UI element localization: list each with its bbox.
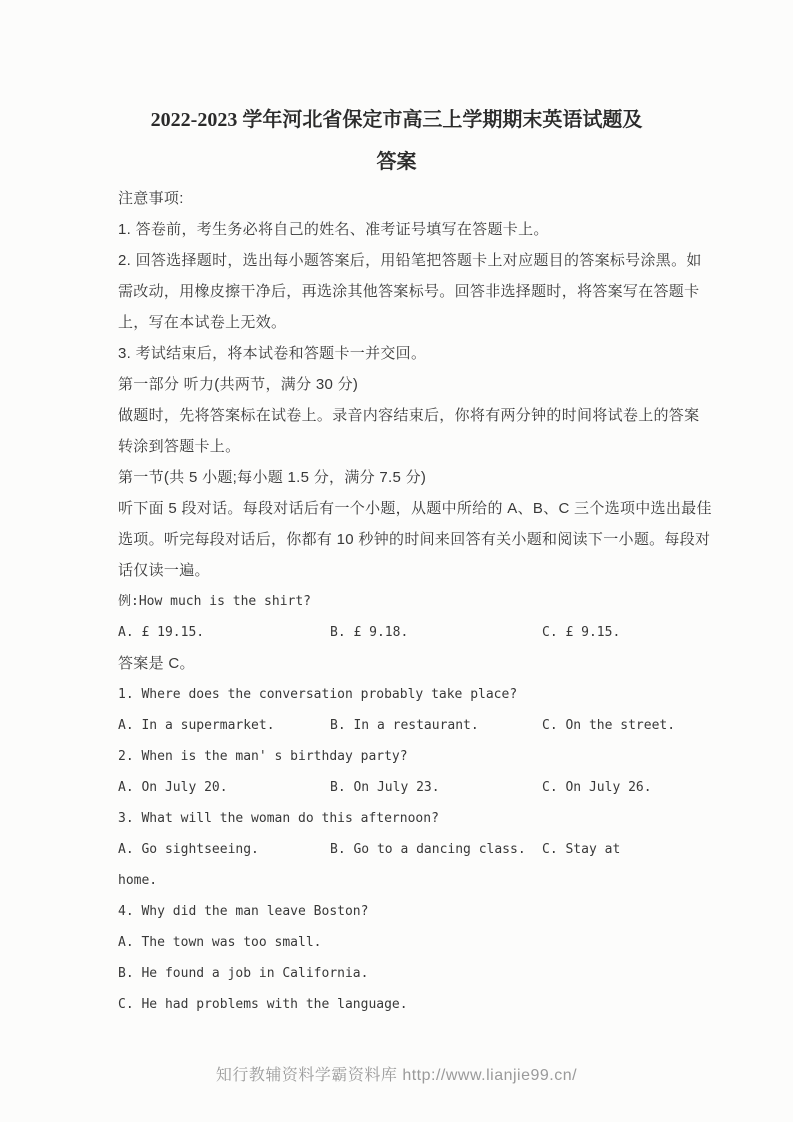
section1-instruction-line2: 选项。听完每段对话后，你都有 10 秒钟的时间来回答有关小题和阅读下一小题。每段对 xyxy=(118,531,711,548)
question-3-option-a: A. Go sightseeing. xyxy=(118,842,259,857)
question-4-option-a: A. The town was too small. xyxy=(118,935,322,950)
question-2-options-row xyxy=(118,772,675,803)
notice-item-2-line1: 2. 回答选择题时，选出每小题答案后，用铅笔把答题卡上对应题目的答案标号涂黑。如 xyxy=(118,252,702,269)
section1-instruction-line3: 话仅读一遍。 xyxy=(118,562,210,579)
question-1-options-row xyxy=(118,710,675,741)
question-3-option-c: C. Stay at xyxy=(542,842,621,857)
page-content xyxy=(118,99,712,1020)
question-3-text: 3. What will the woman do this afternoon? xyxy=(118,811,439,826)
question-1-option-a: A. In a supermarket. xyxy=(118,718,275,733)
question-2-text: 2. When is the man' s birthday party? xyxy=(118,749,408,764)
question-3-option-b: B. Go to a dancing class. xyxy=(330,842,526,857)
question-1-text: 1. Where does the conversation probably take place? xyxy=(118,687,518,702)
question-2-option-c: C. On July 26. xyxy=(542,780,652,795)
question-4-option-b: B. He found a job in California. xyxy=(118,966,369,981)
question-4-text: 4. Why did the man leave Boston? xyxy=(118,904,369,919)
question-3-options-row xyxy=(118,834,675,865)
example-option-c: C. £ 9.15. xyxy=(542,625,621,640)
section1-heading: 第一节(共 5 小题;每小题 1.5 分，满分 7.5 分) xyxy=(118,469,427,486)
page-title-line1: 2022-2023 学年河北省保定市高三上学期期末英语试题及 xyxy=(150,109,643,131)
question-1-option-b: B. In a restaurant. xyxy=(330,718,479,733)
section1-instruction-line1: 听下面 5 段对话。每段对话后有一个小题，从题中所给的 A、B、C 三个选项中选出最佳 xyxy=(118,500,712,517)
notice-heading: 注意事项: xyxy=(118,190,184,207)
example-answer: 答案是 C。 xyxy=(118,655,195,672)
notice-item-2-line3: 上，写在本试卷上无效。 xyxy=(118,314,287,331)
question-2-option-b: B. On July 23. xyxy=(330,780,440,795)
notice-item-2-line2: 需改动，用橡皮擦干净后，再选涂其他答案标号。回答非选择题时，将答案写在答题卡 xyxy=(118,283,700,300)
question-1-option-c: C. On the street. xyxy=(542,718,676,733)
part1-heading: 第一部分 听力(共两节，满分 30 分) xyxy=(118,376,359,393)
example-options-row xyxy=(118,617,675,648)
notice-item-1: 1. 答卷前，考生务必将自己的姓名、准考证号填写在答题卡上。 xyxy=(118,221,549,238)
question-2-option-a: A. On July 20. xyxy=(118,780,228,795)
part1-instruction-line2: 转涂到答题卡上。 xyxy=(118,438,241,455)
footer-watermark: 知行教辅资料学霸资料库 http://www.lianjie99.cn/ xyxy=(215,1067,578,1084)
example-option-a: A. £ 19.15. xyxy=(118,625,205,640)
question-3-option-c-wrap: home. xyxy=(118,873,158,888)
part1-instruction-line1: 做题时，先将答案标在试卷上。录音内容结束后，你将有两分钟的时间将试卷上的答案 xyxy=(118,407,700,424)
example-question: 例:How much is the shirt? xyxy=(118,594,312,609)
notice-item-3: 3. 考试结束后，将本试卷和答题卡一并交回。 xyxy=(118,345,427,362)
page-title-line2: 答案 xyxy=(376,151,417,173)
example-option-b: B. £ 9.18. xyxy=(330,625,409,640)
question-4-option-c: C. He had problems with the language. xyxy=(118,997,408,1012)
